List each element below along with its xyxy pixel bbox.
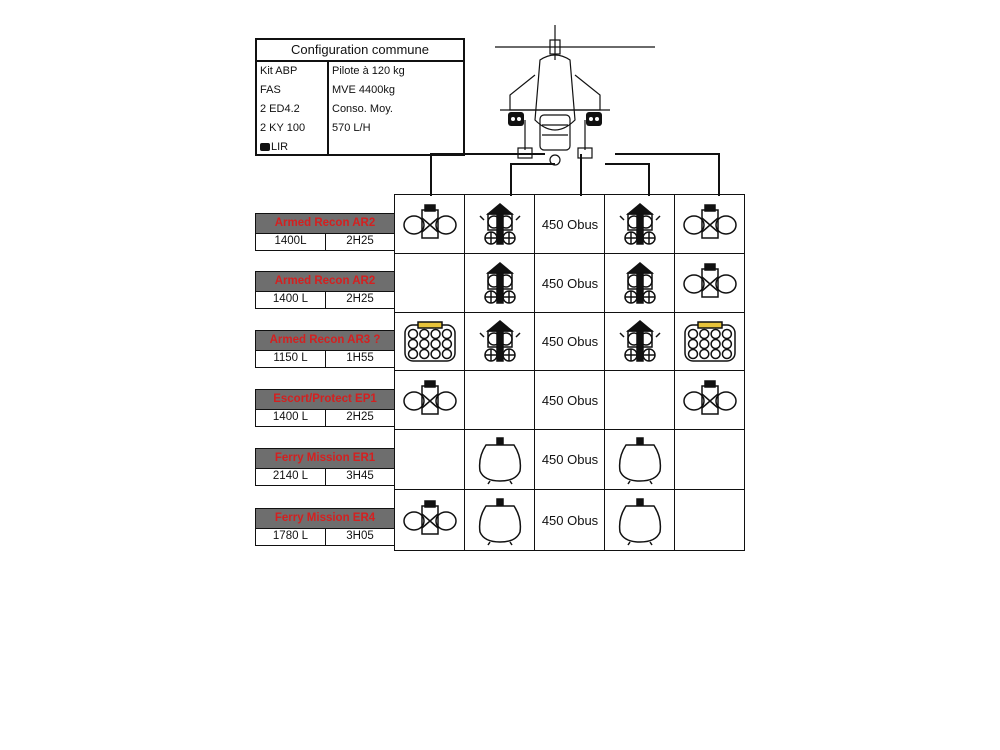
mission-fuel: 2140 L: [256, 468, 326, 485]
mission-fuel: 1780 L: [256, 528, 326, 545]
loadout-cell: [534, 253, 605, 313]
config-right-4: 570 L/H: [332, 122, 371, 134]
loadout-cell: [394, 370, 465, 430]
mission-name: Armed Recon AR2: [256, 214, 394, 234]
tank-icon: [260, 143, 270, 151]
mission-name: Escort/Protect EP1: [256, 390, 394, 410]
loadout-cell: [464, 489, 535, 551]
config-title: Configuration commune: [257, 40, 463, 62]
loadout-cell: [604, 370, 675, 430]
missile-pod-icon: [400, 200, 460, 255]
ammo-label: 450 Obus: [541, 334, 599, 349]
mission-duration: 2H25: [346, 293, 374, 305]
config-left-1: Kit ABP: [260, 65, 298, 77]
loadout-cell: [674, 489, 745, 551]
loadout-cell: [464, 253, 535, 313]
ammo-label: 450 Obus: [541, 216, 599, 232]
rocket-pod-icon: [610, 317, 670, 372]
mission-name: Armed Recon AR2: [256, 272, 394, 292]
config-right-1: Pilote à 120 kg: [332, 65, 405, 77]
mission-name: Ferry Mission ER1: [256, 449, 394, 469]
mission-duration: 3H45: [346, 470, 374, 482]
loadout-cell: [464, 194, 535, 254]
mission-label: [255, 271, 395, 309]
mission-label: [255, 448, 395, 486]
missile-pod-icon: [400, 496, 460, 551]
loadout-cell: [394, 194, 465, 254]
loadout-cell: [394, 429, 465, 490]
rocket-launcher-icon: [680, 317, 740, 372]
loadout-cell: [674, 194, 745, 254]
config-left-5-text: LIR: [271, 141, 289, 153]
fuel-tank-icon: [610, 435, 670, 490]
loadout-cell: [394, 312, 465, 371]
missile-pod-icon: [680, 376, 740, 431]
ammo-label: 450 Obus: [541, 512, 599, 528]
loadout-cell: [464, 429, 535, 490]
loadout-grid: [394, 194, 744, 550]
loadout-cell: [674, 253, 745, 313]
rocket-pod-icon: [470, 317, 530, 372]
ammo-label: 450 Obus: [541, 392, 599, 408]
loadout-cell: [394, 253, 465, 313]
mission-duration: 1H55: [346, 352, 374, 364]
mission-duration: 2H25: [346, 235, 374, 247]
rocket-pod-small-icon: [610, 259, 670, 314]
ammo-label: 450 Obus: [541, 452, 599, 467]
loadout-cell: [394, 489, 465, 551]
config-left-5: [260, 138, 326, 157]
mission-fuel: 1400 L: [256, 409, 326, 426]
loadout-cell: [604, 194, 675, 254]
loadout-cell: [604, 489, 675, 551]
loadout-cell: [604, 253, 675, 313]
loadout-cell: [604, 429, 675, 490]
loadout-cell: [604, 312, 675, 371]
config-right-2: MVE 4400kg: [332, 84, 395, 96]
mission-fuel: 1150 L: [256, 350, 326, 367]
fuel-tank-icon: [610, 496, 670, 551]
missile-pod-icon: [680, 259, 740, 314]
rocket-pod-icon: [610, 200, 670, 255]
fuel-tank-icon: [470, 435, 530, 490]
loadout-cell: [534, 194, 605, 254]
loadout-cell: [534, 312, 605, 371]
config-left-4: 2 KY 100: [260, 122, 306, 134]
loadout-cell: [534, 489, 605, 551]
helicopter-front-view-icon: [480, 20, 670, 170]
mission-duration: 2H25: [346, 411, 374, 423]
rocket-pod-small-icon: [470, 259, 530, 314]
config-left-2: FAS: [260, 84, 281, 96]
mission-label: [255, 389, 395, 427]
mission-name: Armed Recon AR3 ?: [256, 331, 394, 351]
rocket-launcher-icon: [400, 317, 460, 372]
mission-label: [255, 508, 395, 546]
rocket-pod-icon: [470, 200, 530, 255]
mission-fuel: 1400 L: [256, 291, 326, 308]
loadout-cell: [464, 370, 535, 430]
fuel-tank-icon: [470, 496, 530, 551]
config-divider: [327, 60, 329, 156]
loadout-cell: [534, 429, 605, 490]
pylon-connector-lines: [395, 150, 755, 198]
mission-duration: 3H05: [346, 530, 374, 542]
ammo-label: 450 Obus: [541, 275, 599, 291]
loadout-cell: [674, 429, 745, 490]
common-configuration-table: [255, 38, 465, 156]
loadout-cell: [674, 312, 745, 371]
mission-fuel: 1400L: [256, 233, 326, 250]
config-left-3: 2 ED4.2: [260, 103, 300, 115]
mission-label: [255, 213, 395, 251]
config-right-3: Conso. Moy.: [332, 103, 393, 115]
mission-name: Ferry Mission ER4: [256, 509, 394, 529]
loadout-cell: [674, 370, 745, 430]
mission-label: [255, 330, 395, 368]
loadout-cell: [534, 370, 605, 430]
missile-pod-icon: [680, 200, 740, 255]
loadout-cell: [464, 312, 535, 371]
missile-pod-icon: [400, 376, 460, 431]
